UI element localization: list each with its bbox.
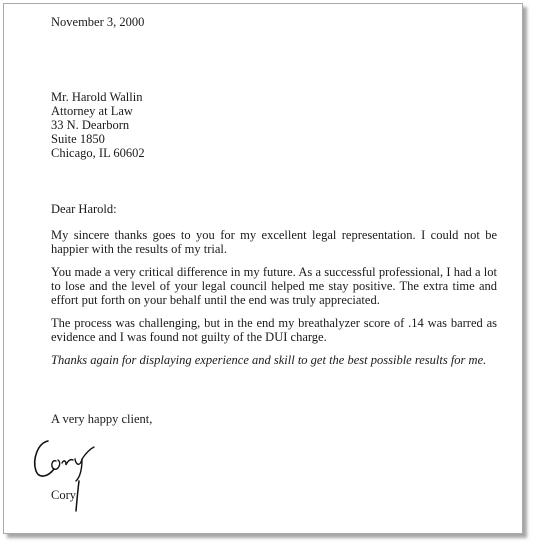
recipient-suite: Suite 1850: [51, 132, 105, 146]
recipient-city: Chicago, IL 60602: [51, 146, 145, 160]
recipient-name: Mr. Harold Wallin: [51, 90, 143, 104]
body-paragraph-2: You made a very critical difference in my future. As a successful professional, I had a lot to lose and the level of your legal council helped me stay positive. The extra time and effort put forth on your behalf until the end was truly appreciated.: [51, 265, 497, 307]
closing: A very happy client,: [51, 412, 153, 426]
letter-page: [4, 4, 522, 533]
recipient-street: 33 N. Dearborn: [51, 118, 130, 132]
body-paragraph-4: Thanks again for displaying experience and skill to get the best possible results for me.: [51, 353, 487, 367]
recipient-address: [51, 90, 145, 160]
signer-name: Cory: [51, 488, 76, 502]
body-paragraph-1: My sincere thanks goes to you for my excellent legal representation. I could not be happier with the results of my trial.: [51, 228, 497, 256]
letter-frame: [3, 3, 523, 534]
letter-date: November 3, 2000: [51, 15, 145, 29]
body-paragraph-3: The process was challenging, but in the end my breathalyzer score of .14 was barred as evidence and I was found not guilty of the DUI charge.: [51, 316, 497, 344]
recipient-title: Attorney at Law: [51, 104, 133, 118]
salutation: Dear Harold:: [51, 202, 117, 216]
handwritten-signature: [26, 429, 106, 519]
